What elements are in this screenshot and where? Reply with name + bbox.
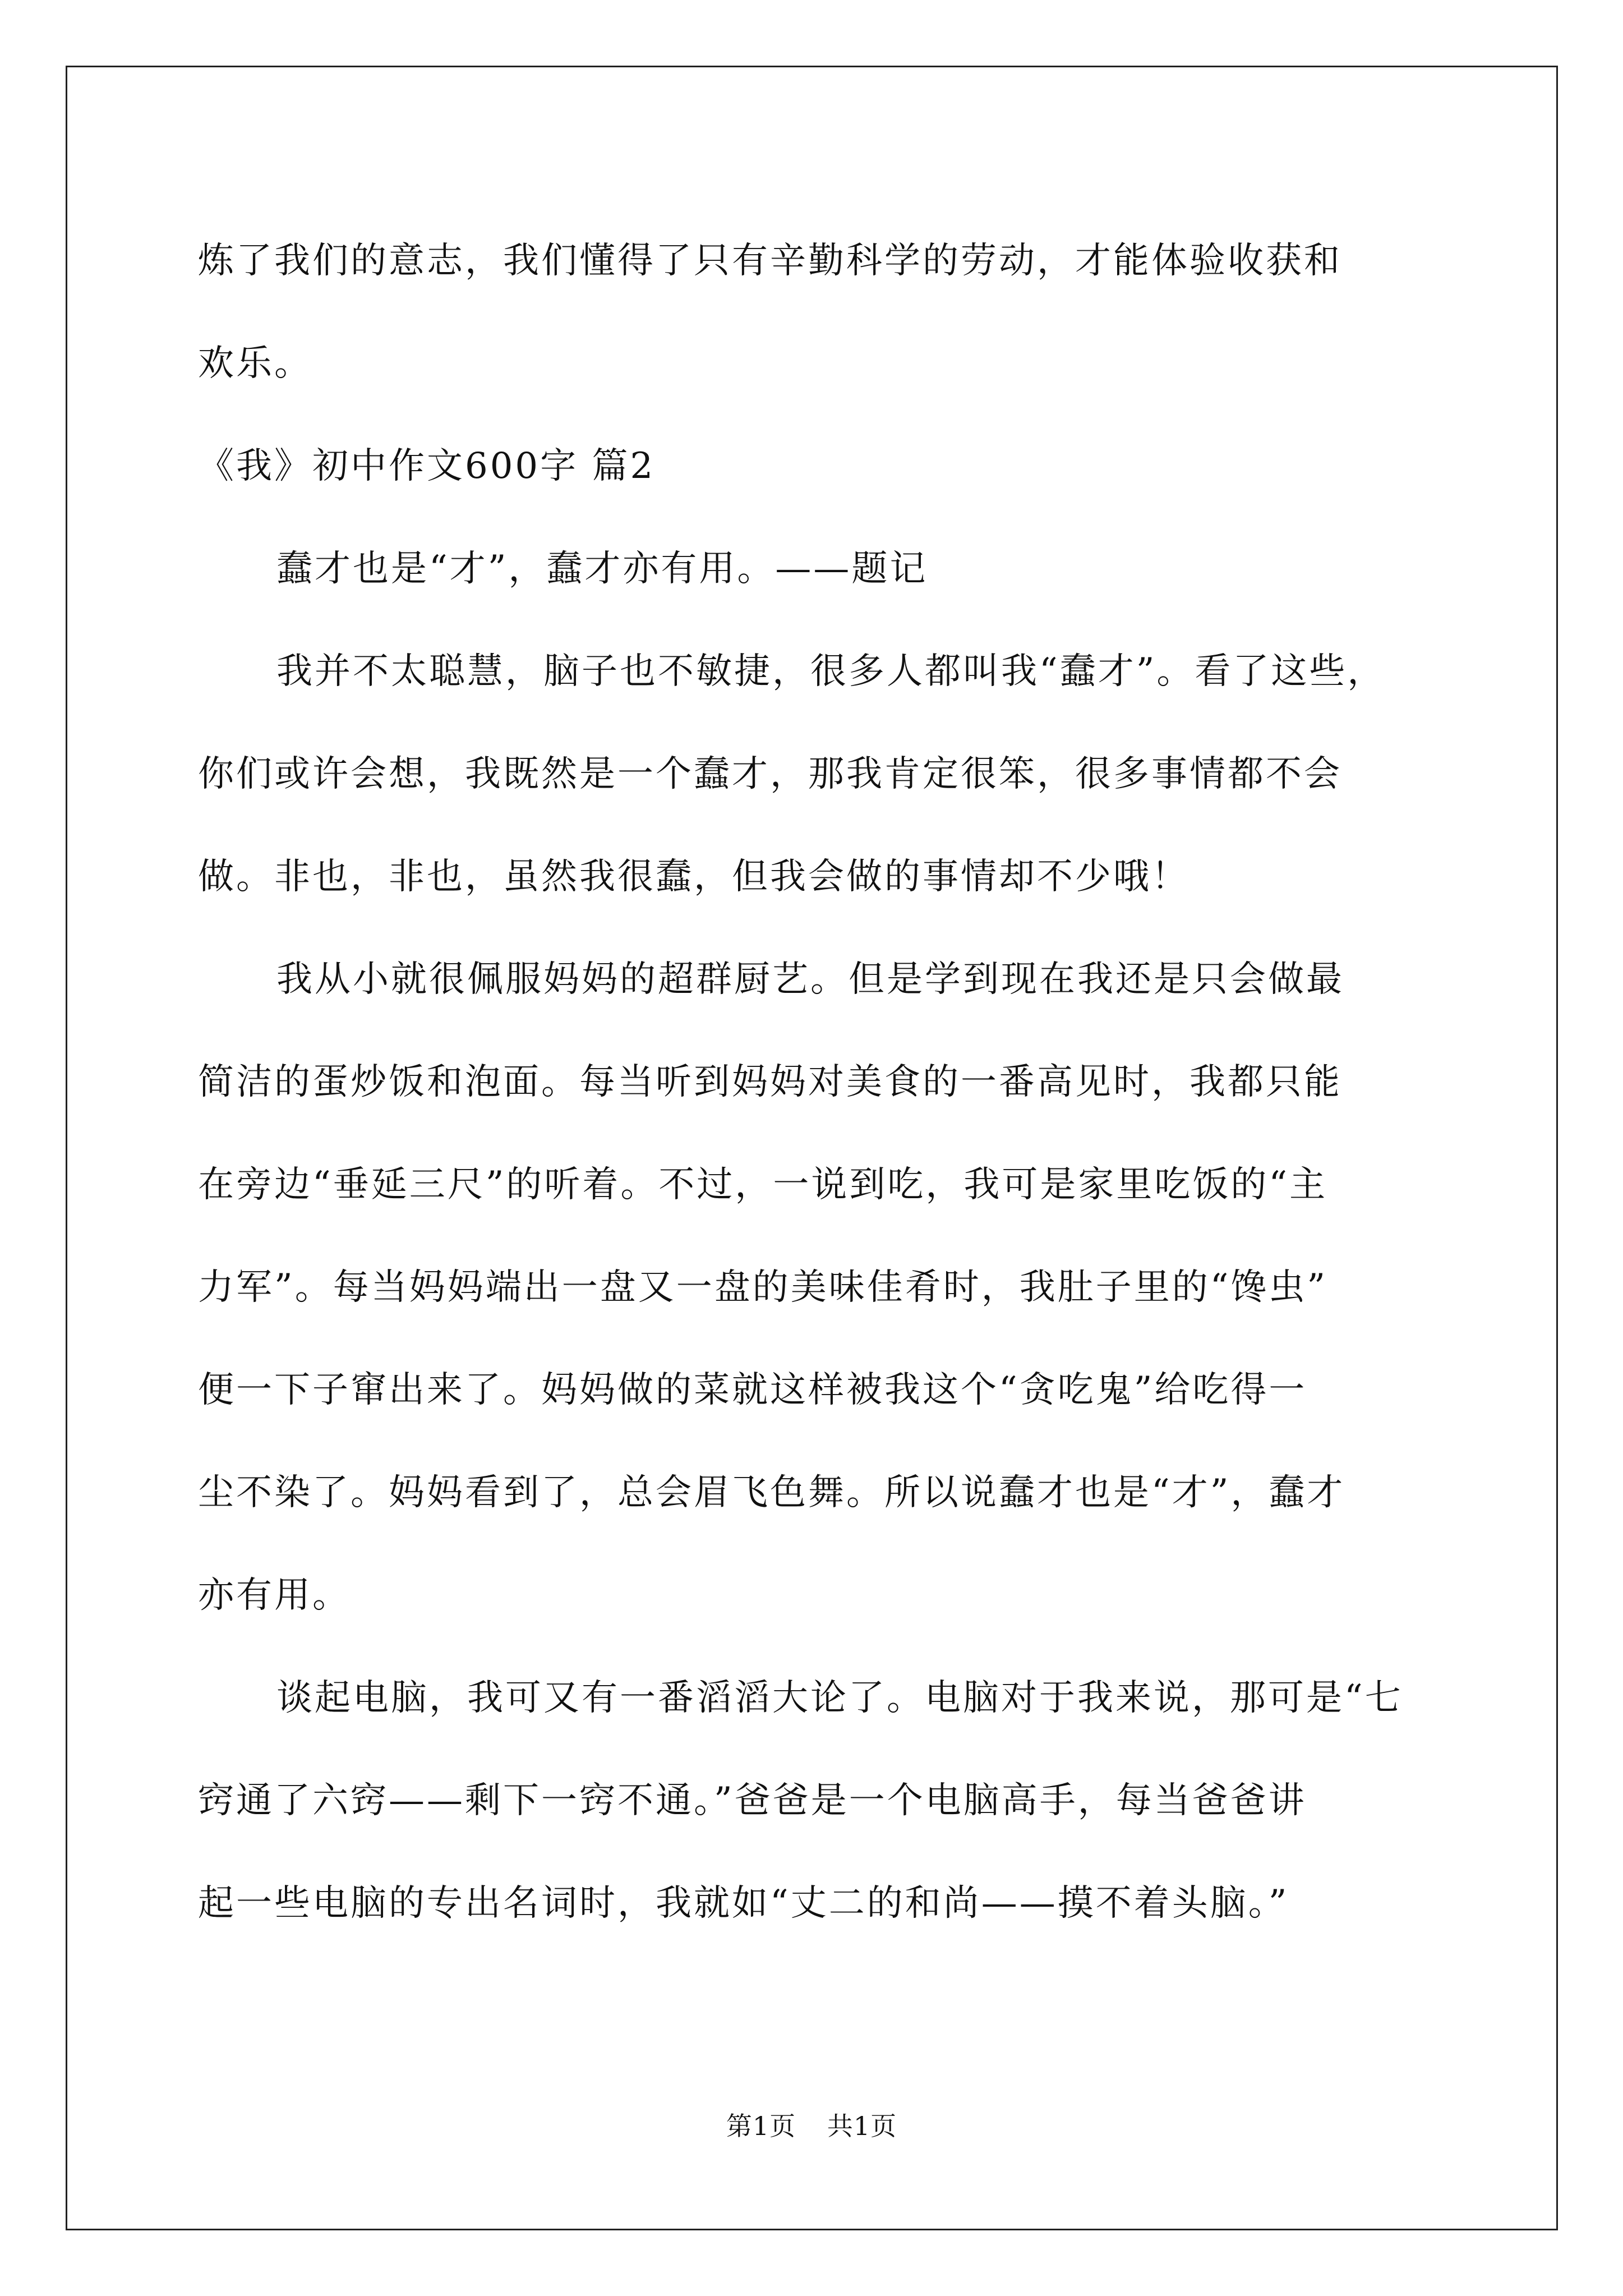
text-line: 欢乐。 — [198, 343, 312, 384]
page-number-current: 第1页 — [726, 2111, 796, 2141]
text-line: 谈起电脑，我可又有一番滔滔大论了。电脑对于我来说，那可是“七 — [276, 1677, 1403, 1719]
text-line: 尘不染了。妈妈看到了，总会眉飞色舞。所以说蠢才也是“才”，蠢才 — [198, 1472, 1345, 1513]
text-line: 简洁的蛋炒饭和泡面。每当听到妈妈对美食的一番高见时，我都只能 — [198, 1061, 1342, 1103]
text-line: 力军”。每当妈妈端出一盘又一盘的美味佳肴时，我肚子里的“馋虫” — [198, 1267, 1328, 1308]
page-number-total: 共1页 — [827, 2111, 897, 2141]
page-footer — [0, 2109, 1623, 2143]
text-line: 窍通了六窍——剩下一窍不通。”爸爸是一个电脑高手，每当爸爸讲 — [198, 1780, 1307, 1821]
text-line: 便一下子窜出来了。妈妈做的菜就这样被我这个“贪吃鬼”给吃得一 — [198, 1369, 1307, 1411]
text-line: 你们或许会想，我既然是一个蠢才，那我肯定很笨，很多事情都不会 — [198, 753, 1342, 795]
text-line: 炼了我们的意志，我们懂得了只有辛勤科学的劳动，才能体验收获和 — [198, 240, 1342, 282]
text-line: 我从小就很佩服妈妈的超群厨艺。但是学到现在我还是只会做最 — [276, 959, 1344, 1000]
section-heading: 《我》初中作文600字 篇2 — [198, 445, 656, 487]
text-line: 做。非也，非也，虽然我很蠢，但我会做的事情却不少哦！ — [198, 856, 1189, 898]
document-body — [198, 210, 1426, 1955]
epigraph: 蠢才也是“才”，蠢才亦有用。——题记 — [276, 548, 928, 590]
text-line: 亦有用。 — [198, 1575, 351, 1616]
text-line: 在旁边“垂延三尺”的听着。不过，一说到吃，我可是家里吃饭的“主 — [198, 1164, 1328, 1205]
text-line: 我并不太聪慧，脑子也不敏捷，很多人都叫我“蠢才”。看了这些， — [276, 651, 1386, 692]
text-line: 起一些电脑的专出名词时，我就如“丈二的和尚——摸不着头脑。” — [198, 1883, 1289, 1924]
